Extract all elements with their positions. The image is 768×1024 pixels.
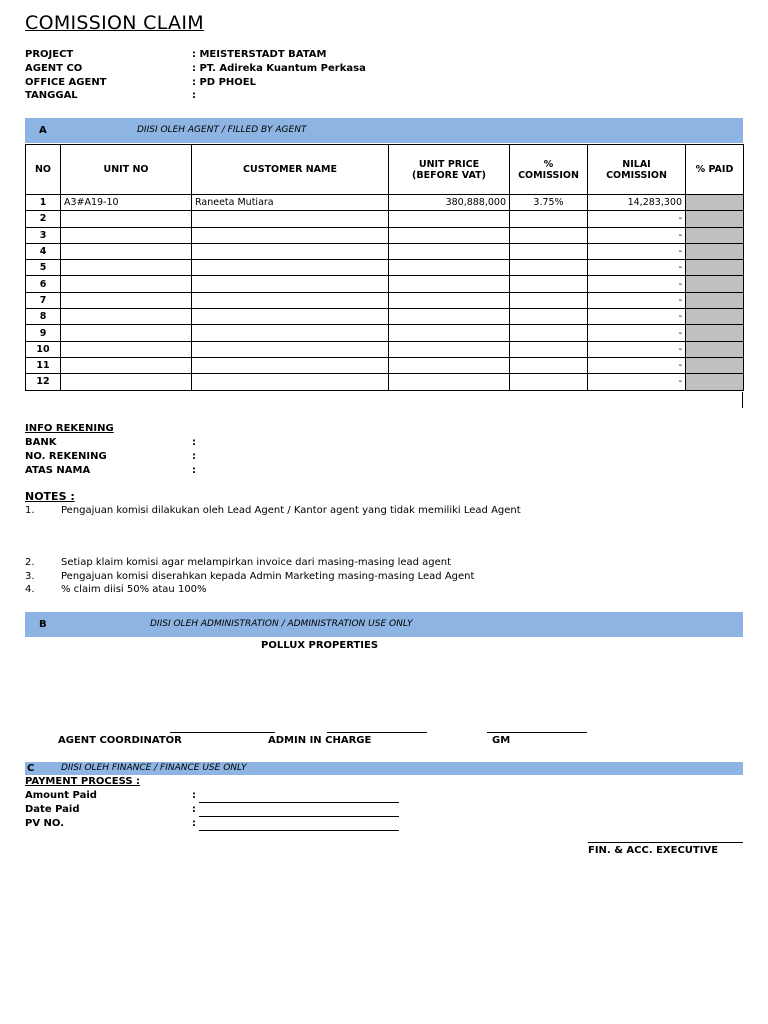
- account-number-value[interactable]: :: [192, 451, 196, 462]
- cell-nilai: -: [588, 260, 686, 276]
- cell-no: 6: [26, 276, 61, 292]
- bank-label: BANK: [25, 437, 57, 448]
- pv-no-colon: :: [192, 818, 196, 829]
- cell-customer[interactable]: [192, 374, 389, 390]
- table-row: [26, 309, 744, 325]
- cell-no: 7: [26, 292, 61, 308]
- table-row: [26, 341, 744, 357]
- table-row: [26, 195, 744, 211]
- cell-paid[interactable]: [686, 276, 744, 292]
- cell-customer[interactable]: [192, 357, 389, 373]
- cell-customer[interactable]: [192, 341, 389, 357]
- cell-unit[interactable]: A3#A19-10: [61, 195, 192, 211]
- cell-no: 8: [26, 309, 61, 325]
- commission-table: [25, 144, 744, 391]
- account-name-value[interactable]: :: [192, 465, 196, 476]
- cell-price[interactable]: [389, 357, 510, 373]
- amount-paid-label: Amount Paid: [25, 790, 97, 801]
- fin-exec-label: FIN. & ACC. EXECUTIVE: [588, 845, 719, 856]
- meta-value: : PT. Adireka Kuantum Perkasa: [192, 62, 366, 74]
- meta-label: AGENT CO: [25, 62, 83, 74]
- cell-nilai: -: [588, 292, 686, 308]
- section-a-band: [25, 118, 743, 143]
- section-c-band: [25, 762, 743, 775]
- pv-no-field[interactable]: [199, 821, 399, 831]
- cell-price[interactable]: [389, 309, 510, 325]
- page-title: COMISSION CLAIM: [25, 12, 204, 34]
- note-text: % claim diisi 50% atau 100%: [61, 584, 207, 595]
- cell-unit[interactable]: [61, 325, 192, 341]
- note-number: 1.: [25, 505, 35, 516]
- note-item: [25, 571, 474, 582]
- cell-no: 12: [26, 374, 61, 390]
- account-number-label: NO. REKENING: [25, 451, 107, 462]
- cell-customer[interactable]: [192, 227, 389, 243]
- cell-customer[interactable]: [192, 211, 389, 227]
- cell-unit[interactable]: [61, 309, 192, 325]
- meta-label: PROJECT: [25, 49, 74, 60]
- date-paid-label: Date Paid: [25, 804, 80, 815]
- signature-line-gm: [487, 732, 587, 733]
- cell-customer[interactable]: Raneeta Mutiara: [192, 195, 389, 211]
- company-name: POLLUX PROPERTIES: [261, 640, 379, 651]
- cell-no: 3: [26, 227, 61, 243]
- cell-paid[interactable]: [686, 374, 744, 390]
- pv-no-label: PV NO.: [25, 818, 64, 829]
- cell-paid[interactable]: [686, 260, 744, 276]
- cell-nilai: -: [588, 276, 686, 292]
- cell-unit[interactable]: [61, 227, 192, 243]
- cell-price[interactable]: [389, 325, 510, 341]
- cell-customer[interactable]: [192, 292, 389, 308]
- cell-nilai: -: [588, 341, 686, 357]
- cell-paid[interactable]: [686, 357, 744, 373]
- cell-pct[interactable]: [510, 260, 588, 276]
- cell-paid[interactable]: [686, 243, 744, 259]
- cell-pct[interactable]: [510, 292, 588, 308]
- cell-price[interactable]: [389, 292, 510, 308]
- agent-coordinator-label: AGENT COORDINATOR: [58, 735, 182, 746]
- header-unit-price: UNIT PRICE (BEFORE VAT): [389, 145, 510, 195]
- cell-pct[interactable]: [510, 325, 588, 341]
- cell-pct[interactable]: [510, 374, 588, 390]
- cell-customer[interactable]: [192, 325, 389, 341]
- cell-unit[interactable]: [61, 211, 192, 227]
- header-unit-no: UNIT NO: [61, 145, 192, 195]
- cell-pct[interactable]: [510, 357, 588, 373]
- section-c-text: DIISI OLEH FINANCE / FINANCE USE ONLY: [61, 763, 247, 773]
- cell-pct[interactable]: 3.75%: [510, 195, 588, 211]
- cell-paid[interactable]: [686, 211, 744, 227]
- cell-no: 9: [26, 325, 61, 341]
- cell-customer[interactable]: [192, 260, 389, 276]
- cell-nilai: -: [588, 309, 686, 325]
- cell-price[interactable]: [389, 243, 510, 259]
- cell-paid[interactable]: [686, 227, 744, 243]
- table-row: [26, 260, 744, 276]
- cell-price[interactable]: [389, 260, 510, 276]
- cell-unit[interactable]: [61, 292, 192, 308]
- cell-price[interactable]: [389, 227, 510, 243]
- note-number: 2.: [25, 557, 35, 568]
- signature-line-admin: [327, 732, 427, 733]
- amount-paid-colon: :: [192, 790, 196, 801]
- header-customer-name: CUSTOMER NAME: [192, 145, 389, 195]
- cell-customer[interactable]: [192, 276, 389, 292]
- date-paid-colon: :: [192, 804, 196, 815]
- cell-nilai: -: [588, 325, 686, 341]
- cell-price[interactable]: [389, 374, 510, 390]
- note-text: Pengajuan komisi diserahkan kepada Admin Marketing masing-masing Lead Agent: [61, 571, 475, 582]
- cell-customer[interactable]: [192, 243, 389, 259]
- meta-value: :: [192, 90, 196, 102]
- section-b-code: B: [39, 619, 47, 630]
- note-number: 3.: [25, 571, 35, 582]
- header-pct-paid: % PAID: [686, 145, 744, 195]
- cell-price[interactable]: 380,888,000: [389, 195, 510, 211]
- cell-unit[interactable]: [61, 243, 192, 259]
- cell-pct[interactable]: [510, 341, 588, 357]
- cell-no: 11: [26, 357, 61, 373]
- cell-no: 1: [26, 195, 61, 211]
- cell-pct[interactable]: [510, 243, 588, 259]
- admin-in-charge-label: ADMIN IN CHARGE: [268, 735, 372, 746]
- cell-pct[interactable]: [510, 211, 588, 227]
- cell-nilai: -: [588, 374, 686, 390]
- cell-nilai: -: [588, 243, 686, 259]
- note-item: [25, 584, 207, 595]
- cell-paid[interactable]: [686, 195, 744, 211]
- section-a-code: A: [39, 125, 47, 136]
- cell-paid[interactable]: [686, 341, 744, 357]
- cell-unit[interactable]: [61, 357, 192, 373]
- meta-value: : MEISTERSTADT BATAM: [192, 49, 327, 60]
- gm-label: GM: [492, 735, 511, 746]
- table-row: [26, 243, 744, 259]
- cell-paid[interactable]: [686, 292, 744, 308]
- meta-label: TANGGAL: [25, 90, 78, 102]
- cell-no: 2: [26, 211, 61, 227]
- cell-unit[interactable]: [61, 341, 192, 357]
- note-text: Setiap klaim komisi agar melampirkan invoice dari masing-masing lead agent: [61, 557, 452, 568]
- table-row: [26, 211, 744, 227]
- meta-label: OFFICE AGENT: [25, 76, 107, 88]
- bank-info-heading: INFO REKENING: [25, 423, 114, 434]
- table-row: [26, 357, 744, 373]
- section-b-text: DIISI OLEH ADMINISTRATION / ADMINISTRATION USE ONLY: [150, 619, 413, 629]
- note-text: Pengajuan komisi dilakukan oleh Lead Agent / Kantor agent yang tidak memiliki Lead Agent: [61, 505, 521, 516]
- cell-no: 4: [26, 243, 61, 259]
- header-pct-comission: % COMISSION: [510, 145, 588, 195]
- cell-price[interactable]: [389, 276, 510, 292]
- note-item: [25, 505, 521, 516]
- signature-line-fin-exec: [588, 842, 743, 843]
- cell-nilai: -: [588, 227, 686, 243]
- table-row: [26, 325, 744, 341]
- notes-heading: NOTES :: [25, 490, 75, 503]
- cell-price[interactable]: [389, 211, 510, 227]
- header-no: NO: [26, 145, 61, 195]
- cell-pct[interactable]: [510, 276, 588, 292]
- table-row: [26, 227, 744, 243]
- bank-value[interactable]: :: [192, 437, 196, 448]
- cell-unit[interactable]: [61, 260, 192, 276]
- table-edge-line: [742, 392, 743, 408]
- cell-paid[interactable]: [686, 309, 744, 325]
- section-c-code: C: [27, 763, 35, 774]
- header-nilai-comission: NILAI COMISSION: [588, 145, 686, 195]
- note-number: 4.: [25, 584, 35, 595]
- cell-no: 10: [26, 341, 61, 357]
- account-name-label: ATAS NAMA: [25, 465, 91, 476]
- payment-process: [25, 775, 399, 831]
- meta-value: : PD PHOEL: [192, 76, 256, 88]
- cell-price[interactable]: [389, 341, 510, 357]
- payment-heading: PAYMENT PROCESS :: [25, 776, 141, 787]
- section-b-band: [25, 612, 743, 637]
- cell-pct[interactable]: [510, 309, 588, 325]
- note-item: [25, 557, 451, 568]
- amount-paid-field[interactable]: [199, 793, 399, 803]
- header-info: [25, 48, 366, 103]
- cell-no: 5: [26, 260, 61, 276]
- signature-line-agent: [170, 732, 275, 733]
- cell-unit[interactable]: [61, 374, 192, 390]
- cell-customer[interactable]: [192, 309, 389, 325]
- cell-paid[interactable]: [686, 325, 744, 341]
- bank-info: [25, 422, 196, 478]
- table-row: [26, 374, 744, 390]
- table-row: [26, 276, 744, 292]
- cell-nilai: -: [588, 211, 686, 227]
- date-paid-field[interactable]: [199, 807, 399, 817]
- cell-nilai: -: [588, 357, 686, 373]
- section-a-text: DIISI OLEH AGENT / FILLED BY AGENT: [137, 125, 307, 135]
- cell-unit[interactable]: [61, 276, 192, 292]
- table-row: [26, 292, 744, 308]
- cell-nilai: 14,283,300: [588, 195, 686, 211]
- cell-pct[interactable]: [510, 227, 588, 243]
